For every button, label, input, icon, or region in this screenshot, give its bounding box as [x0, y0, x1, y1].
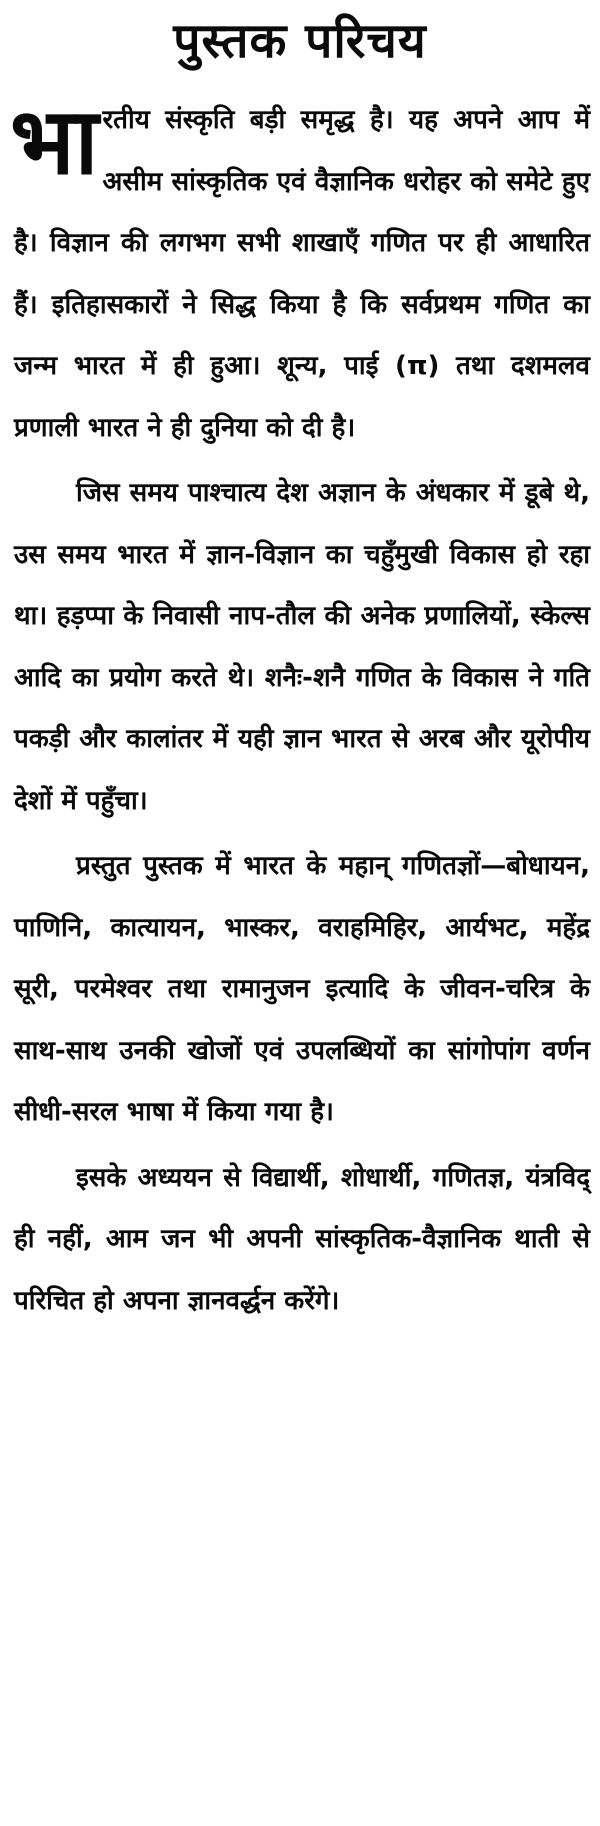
paragraph-3: प्रस्तुत पुस्तक में भारत के महान् गणितज्ञों—बोधायन, पाणिनि, कात्यायन, भास्कर, वराहमिहिर, आर्यभट, महेंद्र सूरी, परमेश्वर तथा रामानुजन इत्यादि के जीवन-चरित्र के साथ-साथ उनकी खोजों एवं उपलब्धियों का सांगोपांग वर्णन सीधी-सरल भाषा में किया गया है।	[14, 851, 590, 1127]
paragraph-2: जिस समय पाश्चात्य देश अज्ञान के अंधकार में डूबे थे, उस समय भारत में ज्ञान-विज्ञान का चहुँमुखी विकास हो रहा था। हड़प्पा के निवासी नाप-तौल की अनेक प्रणालियों, स्केल्स आदि का प्रयोग करते थे। शनैः-शनै गणित के विकास ने गति पकड़ी और कालांतर में यही ज्ञान भारत से अरब और यूरोपीय देशों में पहुँचा।	[14, 478, 590, 816]
article-body	[10, 88, 590, 1332]
paragraph-1	[10, 88, 590, 459]
paragraph-1-text: रतीय संस्कृति बड़ी समृद्ध है। यह अपने आप में असीम सांस्कृतिक एवं वैज्ञानिक धरोहर को समेटे हुए है। विज्ञान की लगभग सभी शाखाएँ गणित पर ही आधारित हैं। इतिहासकारों ने सिद्ध किया है कि सर्वप्रथम गणित का जन्म भारत में ही हुआ। शून्य, पाई (π) तथा दशमलव प्रणाली भारत ने ही दुनिया को दी है।	[14, 105, 590, 443]
drop-cap: भा	[10, 88, 99, 195]
page-title: पुस्तक परिचय	[173, 13, 427, 69]
paragraph-4: इसके अध्ययन से विद्यार्थी, शोधार्थी, गणितज्ञ, यंत्रविद् ही नहीं, आम जन भी अपनी सांस्कृतिक-वैज्ञानिक थाती से परिचित हो अपना ज्ञानवर्द्धन करेंगे।	[14, 1162, 590, 1316]
